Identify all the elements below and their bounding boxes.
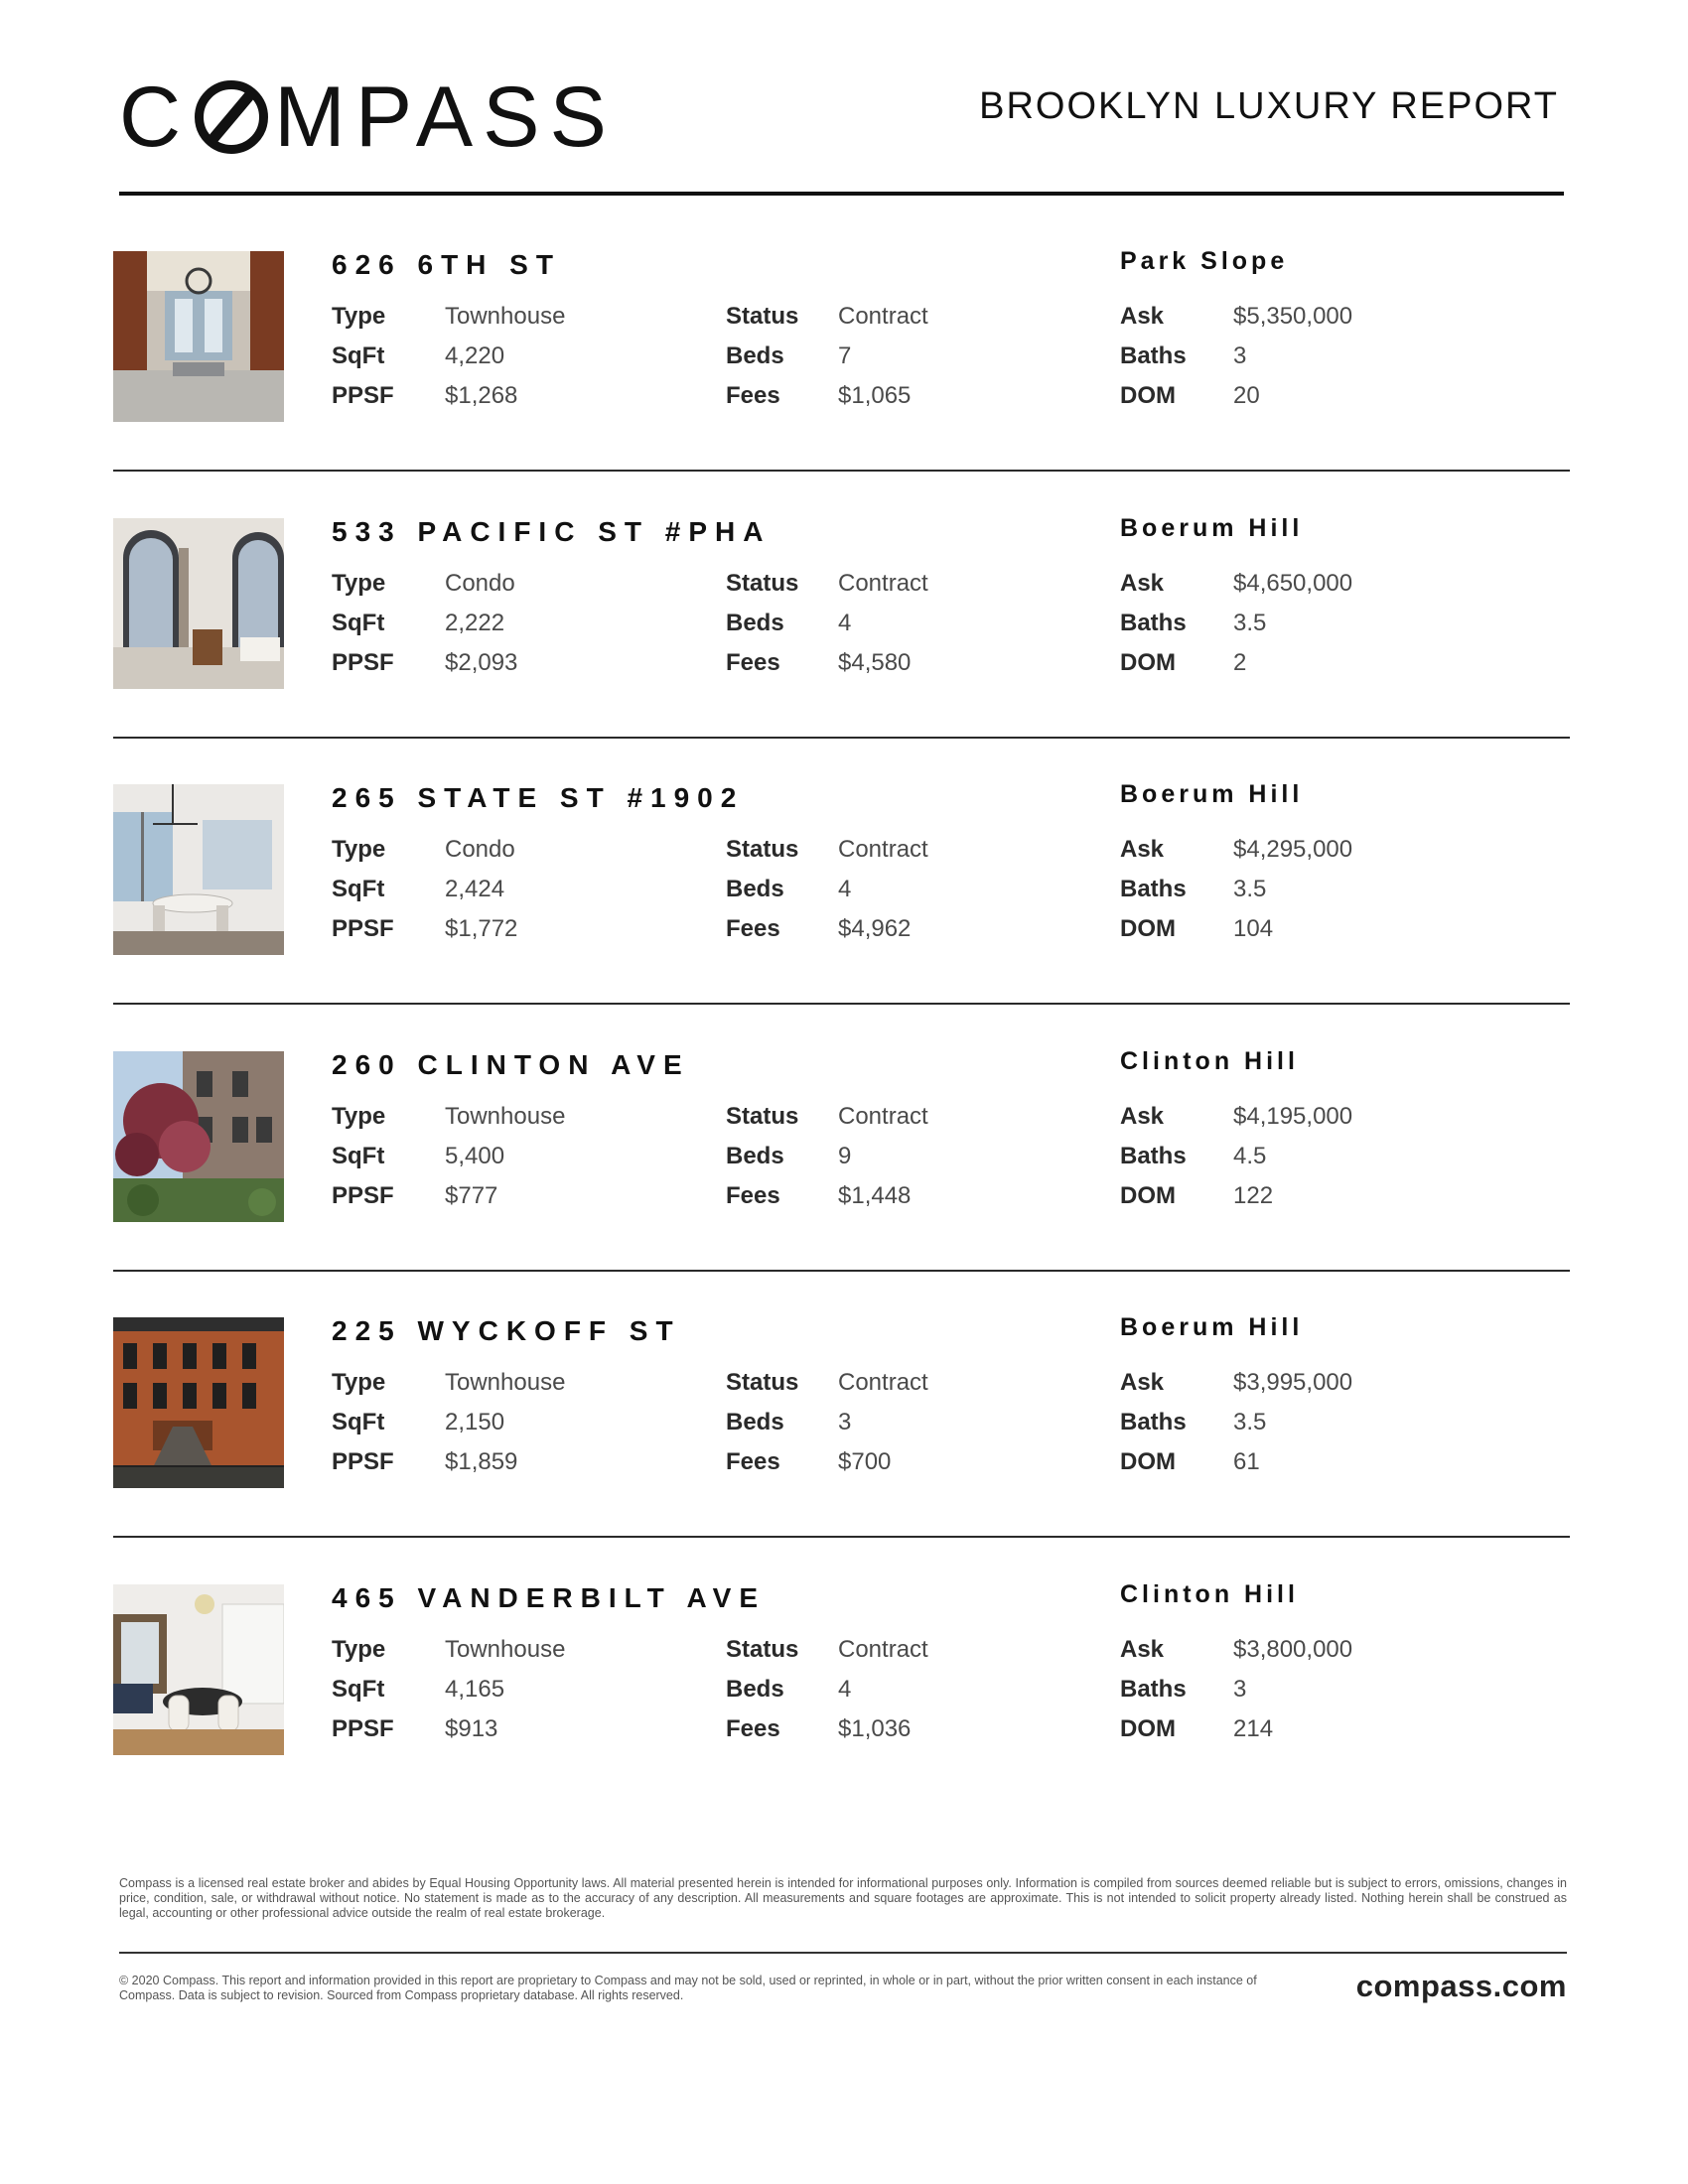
listing-address: 465 VANDERBILT AVE [332, 1582, 767, 1613]
status-label: Status [726, 1636, 799, 1663]
baths-value: 3.5 [1233, 1409, 1267, 1435]
listing-neighborhood: Clinton Hill [1120, 1047, 1299, 1075]
interior-living-room-icon [113, 251, 284, 422]
sqft-value: 2,424 [445, 876, 505, 902]
dom-label: DOM [1120, 915, 1176, 942]
ask-label: Ask [1120, 1636, 1165, 1663]
listing-card [113, 1313, 1573, 1546]
type-field: Type [332, 303, 386, 330]
fees-label: Fees [726, 1182, 780, 1209]
status-value: Contract [838, 1636, 928, 1663]
listing-photo [113, 1584, 284, 1755]
fees-value: $4,580 [838, 649, 912, 676]
dom-value: 214 [1233, 1715, 1274, 1742]
fees-value: $700 [838, 1448, 892, 1475]
fees-value: $1,448 [838, 1182, 912, 1209]
status-label: Status [726, 303, 799, 330]
status-value: Contract [838, 1369, 928, 1396]
interior-dining-room-icon [113, 784, 284, 955]
beds-label: Beds [726, 1143, 784, 1169]
website-link[interactable]: compass.com [1355, 1969, 1567, 2003]
listing-photo [113, 784, 284, 955]
sqft-label: SqFt [332, 1409, 385, 1435]
type-label: Type [332, 1636, 386, 1663]
listing-divider [113, 737, 1570, 739]
ask-value: $4,650,000 [1233, 570, 1353, 597]
listing-address: 265 STATE ST #1902 [332, 782, 745, 813]
baths-label: Baths [1120, 610, 1187, 636]
beds-value: 7 [838, 342, 852, 369]
copyright-notice: © 2020 Compass. This report and information provided in this report are proprietary to Compass and may not be sold, used or reprinted, in whole or in part, without the prior written consent in each instance of Compass. Data is subject to revision. Sourced from Compass proprietary database. All rights reserved. [119, 1974, 1257, 2002]
status-value: Contract [838, 836, 928, 863]
status-value: Contract [838, 303, 928, 330]
baths-label: Baths [1120, 342, 1187, 369]
dom-value: 122 [1233, 1182, 1274, 1209]
compass-logo-ring-icon [195, 80, 268, 154]
baths-value: 3.5 [1233, 876, 1267, 902]
ppsf-label: PPSF [332, 1448, 394, 1475]
type-value: Townhouse [445, 303, 566, 330]
dom-label: DOM [1120, 649, 1176, 676]
ppsf-value: $913 [445, 1715, 498, 1742]
status-label: Status [726, 1369, 799, 1396]
type-label: Type [332, 570, 386, 597]
sqft-label: SqFt [332, 342, 385, 369]
status-value: Contract [838, 570, 928, 597]
fees-label: Fees [726, 915, 780, 942]
status-label: Status [726, 1103, 799, 1130]
baths-label: Baths [1120, 1143, 1187, 1169]
sqft-value: 4,220 [445, 342, 505, 369]
baths-value: 3.5 [1233, 610, 1267, 636]
listing-address: 533 PACIFIC ST #PHA [332, 516, 772, 547]
ppsf-value: $1,772 [445, 915, 518, 942]
status-value: Contract [838, 1103, 928, 1130]
listing-address: 225 WYCKOFF ST [332, 1315, 681, 1346]
sqft-value: 4,165 [445, 1676, 505, 1703]
listing-photo [113, 518, 284, 689]
listing-divider [113, 1003, 1570, 1005]
exterior-tree-facade-icon [113, 1051, 284, 1222]
sqft-label: SqFt [332, 1143, 385, 1169]
type-value: Townhouse [445, 1636, 566, 1663]
dom-value: 20 [1233, 382, 1260, 409]
listing-neighborhood: Clinton Hill [1120, 1580, 1299, 1608]
listing-divider [113, 470, 1570, 472]
beds-value: 4 [838, 610, 852, 636]
listing-address: 260 CLINTON AVE [332, 1049, 690, 1080]
type-value: Condo [445, 836, 515, 863]
exterior-brick-facade-icon [113, 1317, 284, 1488]
ppsf-label: PPSF [332, 1182, 394, 1209]
fees-label: Fees [726, 649, 780, 676]
fees-label: Fees [726, 382, 780, 409]
header-divider [119, 192, 1564, 196]
sqft-value: 2,150 [445, 1409, 505, 1435]
type-value: Condo [445, 570, 515, 597]
dom-label: DOM [1120, 1715, 1176, 1742]
dom-label: DOM [1120, 382, 1176, 409]
baths-value: 3 [1233, 1676, 1247, 1703]
ask-label: Ask [1120, 570, 1165, 597]
ask-value: $3,800,000 [1233, 1636, 1353, 1663]
baths-label: Baths [1120, 1409, 1187, 1435]
beds-label: Beds [726, 342, 784, 369]
dom-value: 61 [1233, 1448, 1260, 1475]
beds-value: 3 [838, 1409, 852, 1435]
ask-label: Ask [1120, 1369, 1165, 1396]
ask-label: Ask [1120, 836, 1165, 863]
ask-label: Ask [1120, 303, 1165, 330]
baths-label: Baths [1120, 876, 1187, 902]
type-value: Townhouse [445, 1369, 566, 1396]
listing-photo [113, 1317, 284, 1488]
report-title: BROOKLYN LUXURY REPORT [979, 85, 1559, 127]
beds-label: Beds [726, 610, 784, 636]
beds-label: Beds [726, 1676, 784, 1703]
type-label: Type [332, 836, 386, 863]
listing-neighborhood: Boerum Hill [1120, 1313, 1304, 1341]
ppsf-label: PPSF [332, 1715, 394, 1742]
status-label: Status [726, 836, 799, 863]
compass-logo: C MPASS [119, 68, 617, 165]
interior-kitchen-dining-icon [113, 1584, 284, 1755]
legal-disclaimer: Compass is a licensed real estate broker and abides by Equal Housing Opportunity laws. All material presented herein is intended for informational purposes only. Information is compiled from sources deemed reliable but is subject to errors, omissions, changes in price, condition, sale, or withdrawal without notice. No statement is made as to the accuracy of any description. All measurements and square footages are approximate. This is not intended to solicit property already listed. Nothing herein shall be construed as legal, accounting or other professional advice outside the realm of real estate brokerage. [119, 1876, 1567, 1920]
interior-arched-windows-icon [113, 518, 284, 689]
dom-value: 104 [1233, 915, 1274, 942]
fees-label: Fees [726, 1448, 780, 1475]
ppsf-label: PPSF [332, 649, 394, 676]
beds-value: 4 [838, 1676, 852, 1703]
dom-value: 2 [1233, 649, 1247, 676]
baths-label: Baths [1120, 1676, 1187, 1703]
fees-value: $1,036 [838, 1715, 912, 1742]
ask-label: Ask [1120, 1103, 1165, 1130]
fees-value: $4,962 [838, 915, 912, 942]
listing-divider [113, 1270, 1570, 1272]
dom-label: DOM [1120, 1448, 1176, 1475]
ask-value: $4,295,000 [1233, 836, 1353, 863]
beds-label: Beds [726, 876, 784, 902]
listing-neighborhood: Boerum Hill [1120, 780, 1304, 808]
beds-label: Beds [726, 1409, 784, 1435]
fees-label: Fees [726, 1715, 780, 1742]
ppsf-value: $2,093 [445, 649, 518, 676]
beds-value: 9 [838, 1143, 852, 1169]
type-value: Townhouse [445, 1103, 566, 1130]
status-label: Status [726, 570, 799, 597]
listing-address: 626 6TH ST [332, 249, 561, 280]
listing-card [113, 1047, 1573, 1280]
sqft-label: SqFt [332, 876, 385, 902]
ppsf-label: PPSF [332, 915, 394, 942]
type-label: Type [332, 1103, 386, 1130]
sqft-label: SqFt [332, 1676, 385, 1703]
listing-card [113, 247, 1573, 479]
ppsf-label: PPSF [332, 382, 394, 409]
dom-label: DOM [1120, 1182, 1176, 1209]
sqft-value: 2,222 [445, 610, 505, 636]
listing-photo [113, 1051, 284, 1222]
baths-value: 3 [1233, 342, 1247, 369]
ppsf-value: $777 [445, 1182, 498, 1209]
listing-card [113, 514, 1573, 747]
footer-divider [119, 1952, 1567, 1954]
listing-photo [113, 251, 284, 422]
ask-value: $3,995,000 [1233, 1369, 1353, 1396]
report-header [119, 68, 1559, 197]
listing-card [113, 1580, 1573, 1813]
ask-value: $4,195,000 [1233, 1103, 1353, 1130]
type-label: Type [332, 1369, 386, 1396]
ask-value: $5,350,000 [1233, 303, 1353, 330]
ppsf-value: $1,859 [445, 1448, 518, 1475]
listing-card [113, 780, 1573, 1013]
listing-divider [113, 1536, 1570, 1538]
ppsf-value: $1,268 [445, 382, 518, 409]
listing-neighborhood: Park Slope [1120, 247, 1289, 275]
sqft-value: 5,400 [445, 1143, 505, 1169]
baths-value: 4.5 [1233, 1143, 1267, 1169]
beds-value: 4 [838, 876, 852, 902]
listing-neighborhood: Boerum Hill [1120, 514, 1304, 542]
fees-value: $1,065 [838, 382, 912, 409]
sqft-label: SqFt [332, 610, 385, 636]
